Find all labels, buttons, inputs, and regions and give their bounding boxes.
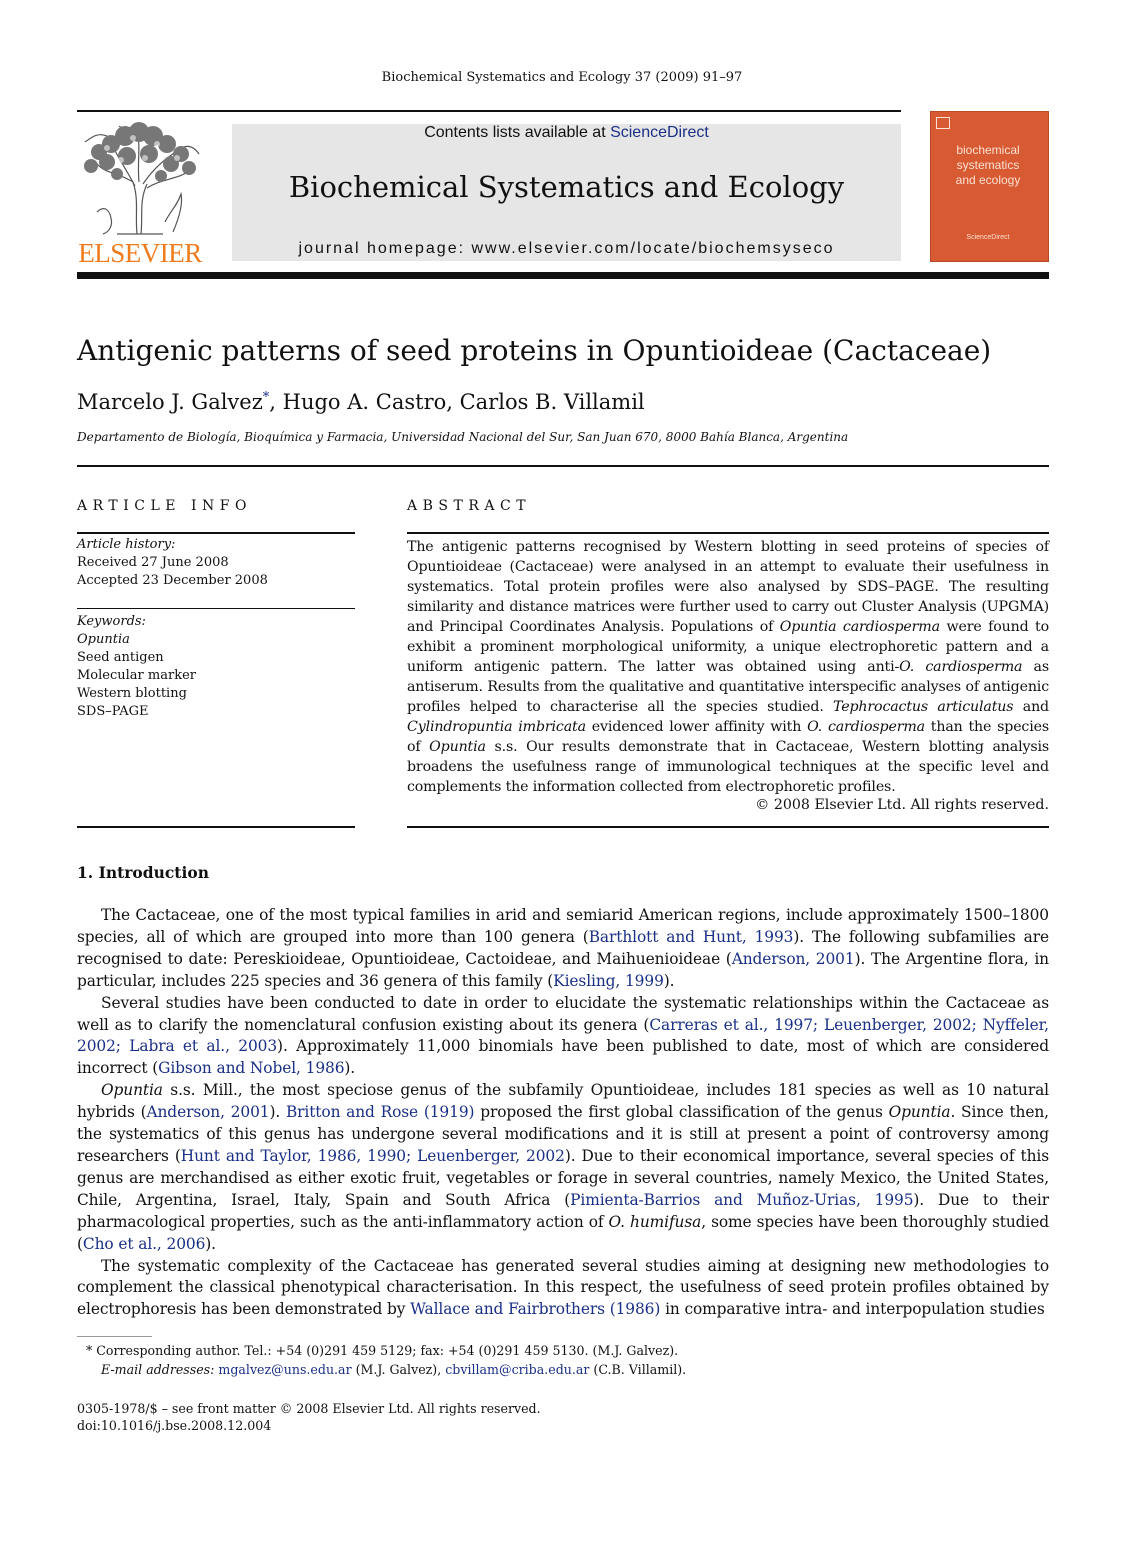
article-history — [77, 536, 268, 590]
citation-link[interactable]: Gibson and Nobel, 1986 — [158, 1059, 345, 1078]
paragraph — [77, 1256, 1049, 1322]
front-matter — [77, 1400, 541, 1434]
abstract-segment: The antigenic patterns recognised by Western blotting in seed proteins of species of Opuntioideae (Cactaceae) were analysed in an attempt to evaluate their usefulness in systematics. Total protein profiles were also analysed by SDS–PAGE. The resulting similarity and distance matrices were further used to carry out Cluster Analysis (UPGMA) and Principal Coordinates Analysis. Populations of — [407, 539, 1049, 635]
species-name: O. cardiosperma — [807, 719, 925, 735]
species-name: Cylindropuntia imbricata — [407, 719, 586, 735]
email-label: E-mail addresses: — [101, 1362, 215, 1377]
keywords-block — [77, 613, 196, 721]
email-link[interactable]: mgalvez@uns.edu.ar — [218, 1362, 352, 1377]
text-segment: ). Due to their pharmacological properties, such as the anti-inflammatory action of — [77, 1190, 1049, 1231]
citation-link[interactable]: Britton and Rose (1919) — [285, 1103, 475, 1122]
citation-link[interactable]: Anderson, 2001 — [731, 949, 855, 968]
journal-reference: Biochemical Systematics and Ecology 37 (2009) 91–97 — [381, 70, 743, 85]
citation-link[interactable]: Cho et al., 2006 — [82, 1234, 206, 1253]
corresponding-author-mark[interactable]: * — [262, 390, 270, 405]
cover-title-line: systematics — [956, 158, 1020, 172]
citation-link[interactable]: Barthlott and Hunt, 1993 — [588, 927, 794, 946]
cover-elsevier-mark-icon — [936, 117, 950, 129]
journal-title: Biochemical Systematics and Ecology — [288, 170, 845, 204]
species-name: O. cardiosperma — [899, 659, 1023, 675]
contents-prefix: Contents lists available at — [424, 124, 611, 141]
cover-title — [938, 143, 1038, 188]
text-segment: proposed the first global classification of the genus — [474, 1103, 889, 1122]
elsevier-wordmark[interactable]: ELSEVIER — [78, 238, 202, 268]
article-title: Antigenic patterns of seed proteins in Opuntioideae (Cactaceae) — [77, 334, 992, 367]
text-segment: ). The following subfamilies are recognised to date: Pereskioideae, Opuntioideae, Cactoideae, and Maihuenioideae ( — [77, 927, 1049, 968]
abstract-segment: than the species of — [407, 719, 1049, 755]
keywords-label: Keywords: — [77, 614, 146, 629]
paragraph — [77, 905, 1049, 993]
contents-line — [232, 124, 901, 142]
keyword: SDS–PAGE — [77, 704, 149, 719]
cover-title-line: and ecology — [955, 173, 1021, 187]
citation-link[interactable]: Pimienta-Barrios and Muñoz-Urias, 1995 — [570, 1190, 914, 1209]
citation-link[interactable]: Wallace and Fairbrothers (1986) — [410, 1300, 661, 1319]
email-footnote — [101, 1360, 1081, 1379]
received-date: Received 27 June 2008 — [77, 555, 229, 570]
text-segment: ). — [269, 1103, 286, 1122]
species-name: O. humifusa — [608, 1212, 702, 1231]
email-link[interactable]: cbvillam@criba.edu.ar — [445, 1362, 590, 1377]
issn-line: 0305-1978/$ – see front matter © 2008 Elsevier Ltd. All rights reserved. — [77, 1401, 541, 1416]
footnote-mark: * — [86, 1343, 93, 1358]
footnote-rule — [77, 1336, 152, 1337]
email-owner: (C.B. Villamil). — [589, 1362, 687, 1377]
journal-homepage — [232, 240, 901, 258]
header-thick-rule — [77, 272, 1049, 279]
email-owner: (M.J. Galvez), — [351, 1362, 446, 1377]
abstract-segment: evidenced lower affinity with — [585, 719, 808, 735]
section-heading-introduction: 1. Introduction — [77, 863, 209, 882]
text-segment: ). — [663, 971, 675, 990]
cover-title-line: biochemical — [956, 143, 1020, 157]
abstract-rule — [407, 532, 1049, 534]
abstract-segment: s.s. Our results demonstrate that in Cactaceae, Western blotting analysis broadens the usefulness range of immunological techniques at the specific level and complements the information collected from electrophoretic profiles. — [407, 739, 1050, 795]
text-segment: s.s. Mill., the most speciose genus of the subfamily Opuntioideae, includes 181 species as well as 10 natural hybrids ( — [77, 1081, 1049, 1122]
article-info-rule — [77, 532, 355, 534]
abstract-bottom-rule — [407, 826, 1049, 828]
abstract-segment: as antiserum. Results from the qualitative and quantitative interspecific analyses of antigenic profiles helped to characterise all the species studied. — [407, 659, 1049, 715]
abstract-segment: were found to exhibit a prominent morphological uniformity, a unique electrophoretic pattern and a uniform antigenic pattern. The latter was obtained using anti- — [407, 619, 1049, 675]
history-label: Article history: — [77, 537, 176, 552]
text-segment: in comparative intra- and interpopulation studies — [660, 1300, 1045, 1319]
text-segment: . Since then, the systematics of this genus has undergone several modifications and it is still at present a point of controversy among researchers ( — [77, 1103, 1049, 1165]
homepage-url-link[interactable]: www.elsevier.com/locate/biochemsyseco — [471, 240, 835, 257]
genus-name: Opuntia — [429, 739, 486, 755]
text-segment: ). The Argentine flora, in particular, includes 225 species and 36 genera of this family ( — [77, 949, 1049, 990]
homepage-prefix: journal homepage: — [298, 240, 472, 257]
abstract-text — [407, 537, 1049, 797]
text-segment: The Cactaceae, one of the most typical families in arid and semiarid American regions, include approximately 1500–1800 species, all of which are grouped into more than 100 genera ( — [77, 906, 1049, 946]
species-name: Tephrocactus articulatus — [833, 699, 1014, 715]
species-name: Opuntia cardiosperma — [779, 619, 940, 635]
abstract-heading: ABSTRACT — [407, 498, 532, 514]
keyword: Seed antigen — [77, 650, 164, 665]
text-segment: ). Approximately 11,000 binomials have been published to date, most of which are considered incorrect ( — [77, 1037, 1049, 1078]
citation-link[interactable]: Kiesling, 1999 — [553, 971, 664, 990]
author-name: Marcelo J. Galvez — [77, 390, 263, 414]
genus-name: Opuntia — [888, 1103, 951, 1122]
genus-name: Opuntia — [101, 1081, 163, 1100]
header-top-rule — [77, 110, 901, 112]
text-segment: , some species have been thoroughly studied ( — [77, 1212, 1049, 1253]
text-segment: ). — [205, 1234, 216, 1253]
author-affiliation: Departamento de Biología, Bioquímica y Farmacia, Universidad Nacional del Sur, San Juan 670, 8000 Bahía Blanca, Argentina — [77, 430, 849, 444]
text-segment: The systematic complexity of the Cactaceae has generated several studies aiming at designing new methodologies to complement the classical phenotypical characterisation. In this respect, the usefulness of seed protein profiles obtained by electrophoresis has been demonstrated by — [77, 1256, 1049, 1319]
citation-link[interactable]: Carreras et al., 1997; Leuenberger, 2002; Nyffeler, 2002; Labra et al., 2003 — [77, 1015, 1049, 1056]
cover-sciencedirect-logo: ScienceDirect — [966, 234, 1010, 241]
text-segment: ). — [344, 1059, 356, 1078]
keyword: Western blotting — [77, 686, 187, 701]
accepted-date: Accepted 23 December 2008 — [77, 573, 268, 588]
keywords-rule — [77, 608, 355, 609]
abstract-copyright: © 2008 Elsevier Ltd. All rights reserved. — [755, 797, 1049, 813]
paragraph — [77, 1080, 1049, 1255]
abstract-segment: and — [1013, 699, 1049, 715]
article-info-heading: ARTICLE INFO — [77, 498, 252, 514]
footnote-text: Corresponding author. Tel.: +54 (0)291 459 5129; fax: +54 (0)291 459 5130. (M.J. Galvez). — [92, 1343, 679, 1358]
paragraph — [77, 993, 1049, 1081]
author-names-rest: , Hugo A. Castro, Carlos B. Villamil — [269, 390, 645, 414]
citation-link[interactable]: Hunt and Taylor, 1986, 1990; Leuenberger, 2002 — [180, 1146, 565, 1165]
title-block-rule — [77, 465, 1049, 467]
keyword: Molecular marker — [77, 668, 196, 683]
article-info-bottom-rule — [77, 826, 355, 828]
text-segment: Several studies have been conducted to date in order to elucidate the systematic relationships within the Cactaceae as well as to clarify the nomenclatural confusion existing about its genera ( — [77, 993, 1049, 1034]
introduction-body — [77, 905, 1049, 1321]
keyword: Opuntia — [77, 632, 130, 647]
sciencedirect-link[interactable]: ScienceDirect — [610, 124, 709, 141]
doi-link[interactable]: doi:10.1016/j.bse.2008.12.004 — [77, 1418, 272, 1433]
corresponding-author-footnote — [86, 1341, 1066, 1360]
author-list — [77, 390, 645, 414]
citation-link[interactable]: Anderson, 2001 — [146, 1103, 270, 1122]
text-segment: ). Due to their economical importance, several species of this genus are merchandised as either exotic fruit, vegetables or forage in several countries, namely Mexico, the United States, Chile, Argentina, Israel, Italy, Spain and South Africa ( — [77, 1146, 1049, 1209]
